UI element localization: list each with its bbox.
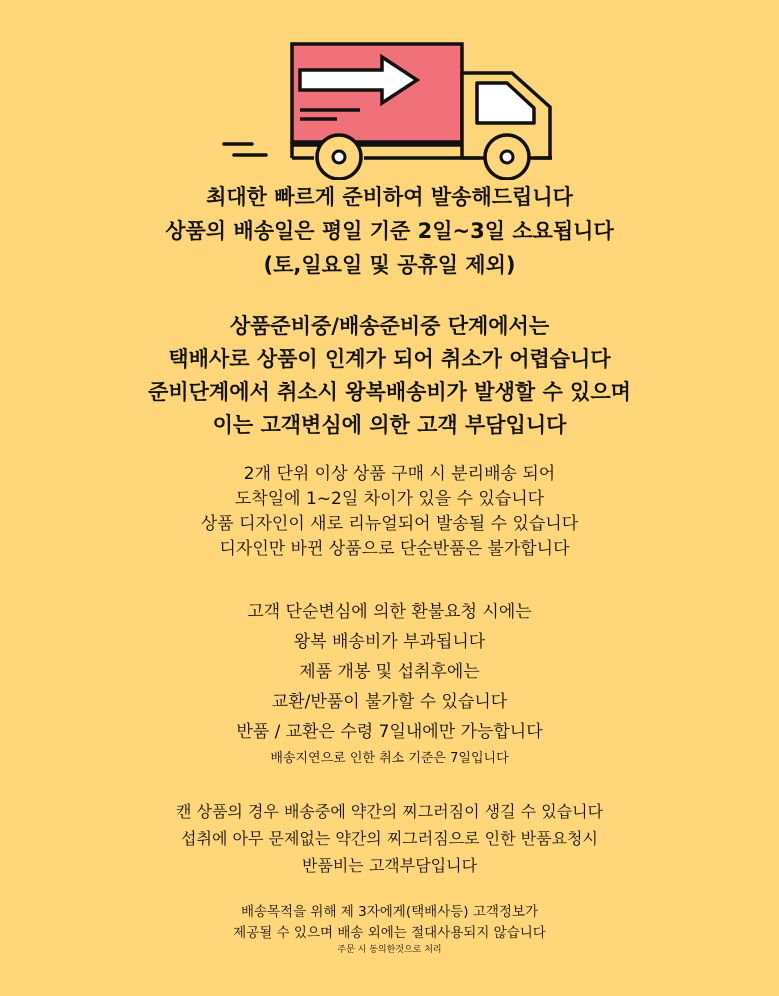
notice-line: 이는 고객변심에 의한 고객 부담입니다 <box>212 413 567 437</box>
notice-line: 준비단계에서 취소시 왕복배송비가 발생할 수 있으며 <box>148 380 631 404</box>
notice-line: 고객 단순변심에 의한 환불요청 시에는 <box>247 602 532 622</box>
shipping-notice <box>0 180 779 282</box>
can-damage-notice <box>0 798 779 879</box>
notice-line: 2개 단위 이상 상품 구매 시 분리배송 되어 <box>243 464 556 484</box>
notice-line: 반품비는 고객부담입니다 <box>301 856 478 875</box>
notice-line: 디자인만 바뀐 상품으로 단순반품은 불가합니다 <box>219 539 570 559</box>
notice-line: 상품의 배송일은 평일 기준 2일~3일 소요됩니다 <box>165 219 614 243</box>
notice-line: 최대한 빠르게 준비하여 발송해드립니다 <box>206 185 573 209</box>
notice-line: (토,일요일 및 공휴일 제외) <box>263 253 516 277</box>
notice-line: 교환/반품이 불가할 수 있습니다 <box>271 692 508 712</box>
front-wheel-icon <box>485 135 529 179</box>
notice-line: 섭취에 아무 문제없는 약간의 찌그러짐으로 인한 반품요청시 <box>181 829 598 848</box>
split-shipping-notice <box>0 462 779 562</box>
notice-line: 배송목적을 위해 제 3자에게(택배사등) 고객정보가 <box>240 904 539 920</box>
privacy-notice <box>0 902 779 956</box>
refund-notice <box>0 597 779 771</box>
delay-note: 배송지연으로 인한 취소 기준은 7일입니다 <box>270 751 509 766</box>
notice-line: 도착일에 1~2일 차이가 있을 수 있습니다 <box>234 489 545 509</box>
notice-line: 제품 개봉 및 섭취후에는 <box>299 662 480 682</box>
notice-line: 제공될 수 있으며 배송 외에는 절대사용되지 않습니다 <box>233 925 546 941</box>
notice-line: 택배사로 상품이 인계가 되어 취소가 어렵습니다 <box>168 347 611 371</box>
delivery-truck-icon <box>222 40 558 180</box>
notice-line: 상품준비중/배송준비중 단계에서는 <box>229 314 550 338</box>
consent-note: 주문 시 동의한것으로 처리 <box>337 945 442 955</box>
notice-line: 왕복 배송비가 부과됩니다 <box>293 632 486 652</box>
notice-line: 캔 상품의 경우 배송중에 약간의 찌그러짐이 생길 수 있습니다 <box>175 802 604 821</box>
notice-line: 반품 / 교환은 수령 7일내에만 가능합니다 <box>236 722 543 742</box>
rear-wheel-icon <box>317 135 361 179</box>
notice-line: 상품 디자인이 새로 리뉴얼되어 발송될 수 있습니다 <box>200 514 579 534</box>
cancellation-notice <box>0 310 779 442</box>
